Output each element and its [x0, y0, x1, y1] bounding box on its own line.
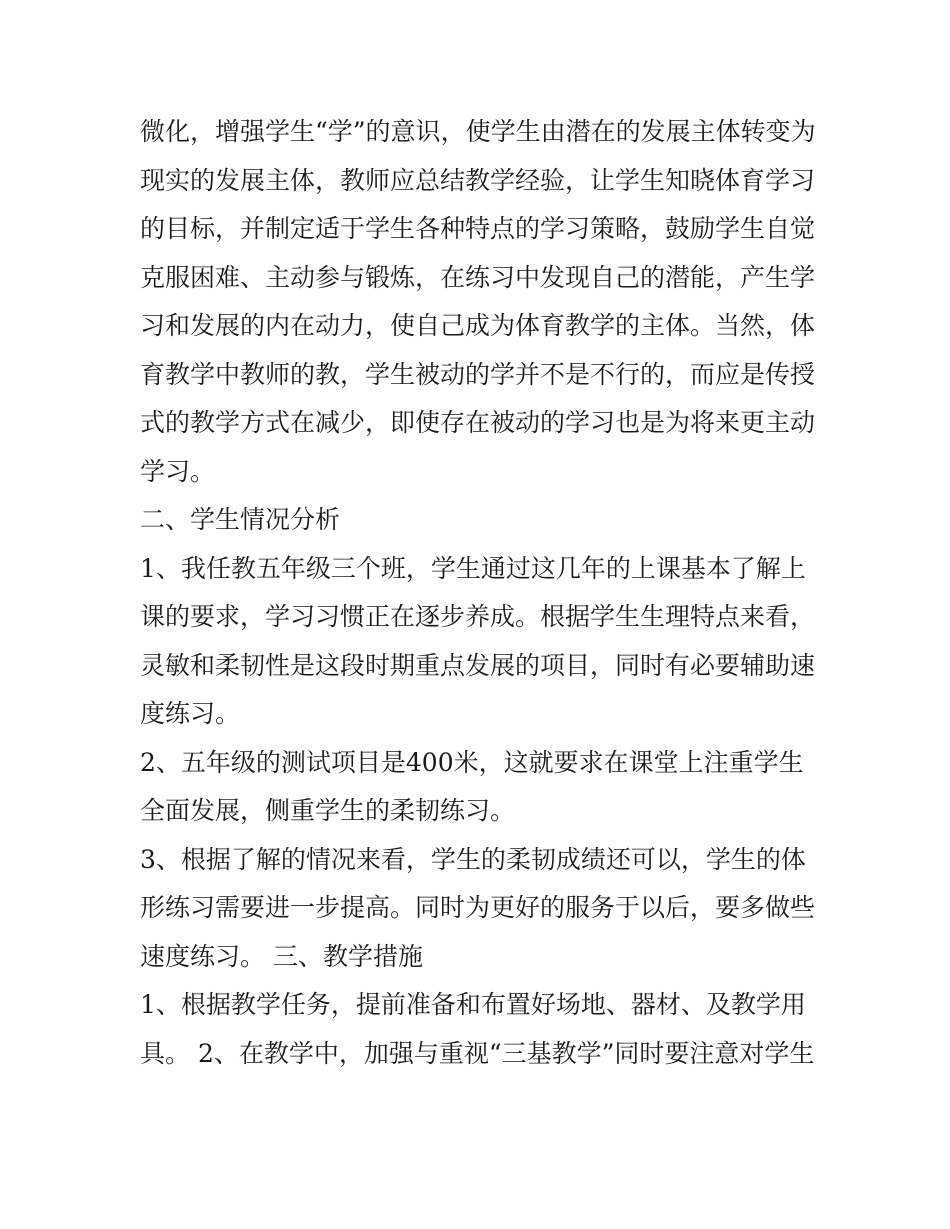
text-line: 灵敏和柔韧性是这段时期重点发展的项目，同时有必要辅助速 — [140, 650, 816, 680]
document-body — [140, 108, 820, 1078]
text-line: 2、五年级的测试项目是400米，这就要求在课堂上注重学生 — [140, 747, 804, 777]
text-line: 的目标，并制定适于学生各种特点的学习策略，鼓励学生自觉 — [140, 214, 816, 243]
text-line: 习和发展的内在动力，使自己成为体育教学的主体。当然，体 — [140, 311, 816, 340]
text-line: 具。 2、在教学中，加强与重视“三基教学”同时要注意对学生 — [140, 1038, 815, 1068]
text-line: 微化，增强学生“学”的意识，使学生由潜在的发展主体转变为 — [140, 117, 816, 146]
text-line: 1、根据教学任务，提前准备和布置好场地、器材、及教学用 — [140, 990, 806, 1019]
text-line: 1、我任教五年级三个班，学生通过这几年的上课基本了解上 — [140, 553, 806, 583]
text-line: 克服困难、主动参与锻炼，在练习中发现自己的潜能，产生学 — [140, 262, 816, 292]
text-line: 现实的发展主体，教师应总结教学经验，让学生知晓体育学习 — [140, 165, 816, 195]
text-line: 全面发展，侧重学生的柔韧练习。 — [140, 796, 516, 825]
section-heading: 二、学生情况分析 — [140, 505, 341, 534]
text-line: 学习。 — [140, 456, 216, 486]
text-line: 形练习需要进一步提高。同时为更好的服务于以后，要多做些 — [140, 893, 816, 922]
text-line: 育教学中教师的教，学生被动的学并不是不行的，而应是传授 — [140, 359, 816, 389]
text-line: 3、根据了解的情况来看，学生的柔韧成绩还可以，学生的体 — [140, 844, 806, 874]
text-line: 速度练习。 三、教学措施 — [140, 941, 423, 971]
text-line: 式的教学方式在减少，即使存在被动的学习也是为将来更主动 — [140, 408, 816, 437]
text-line: 课的要求，学习习惯正在逐步养成。根据学生生理特点来看， — [140, 602, 816, 631]
text-line: 度练习。 — [140, 699, 241, 728]
